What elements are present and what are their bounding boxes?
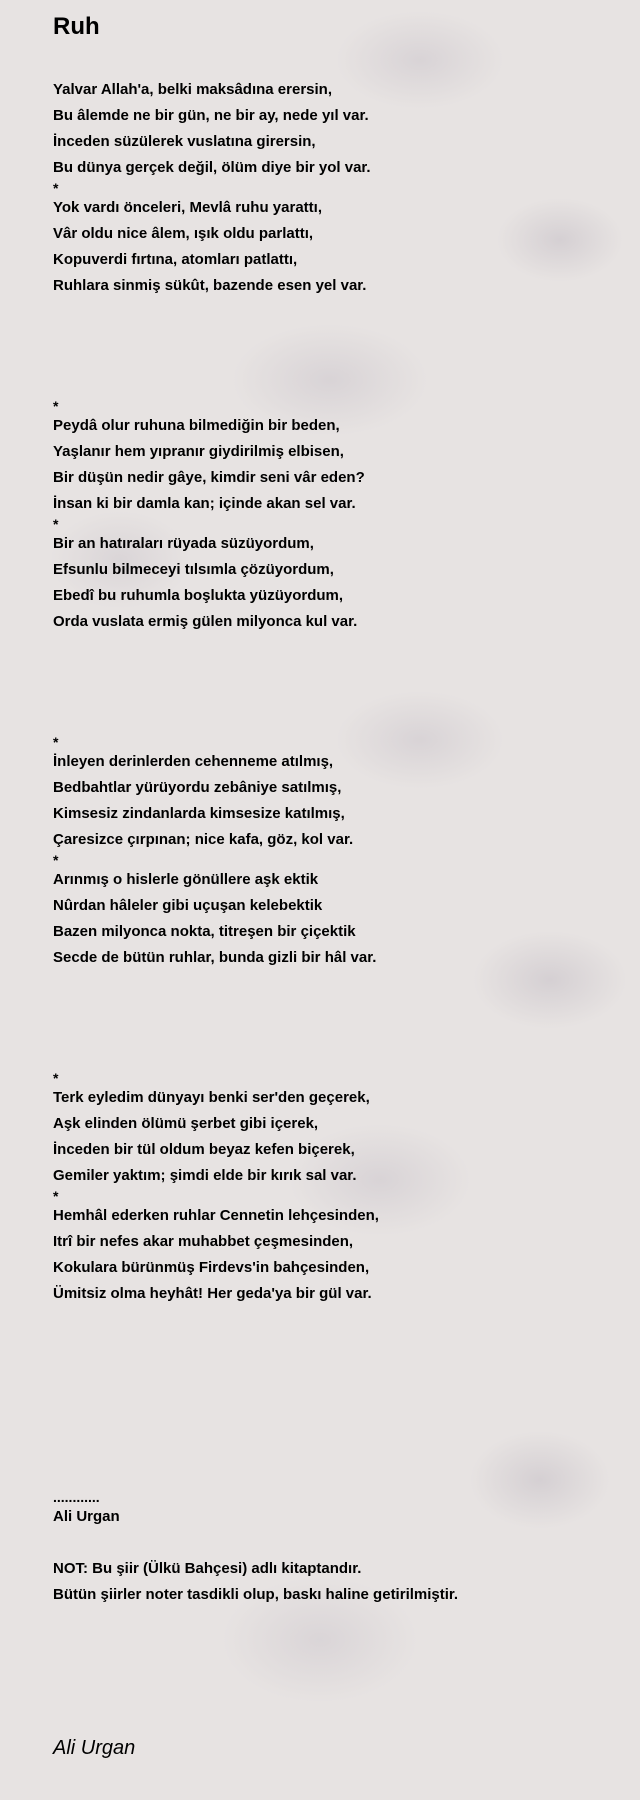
- verse-line: Yaşlanır hem yıpranır giydirilmiş elbisen,: [53, 443, 344, 460]
- verse-line: İnceden süzülerek vuslatına girersin,: [53, 133, 316, 150]
- verse-line: Nûrdan hâleler gibi uçuşan kelebektik: [53, 897, 323, 914]
- verse-line: Kimsesiz zindanlarda kimsesize katılmış,: [53, 805, 345, 822]
- verse-line: Kopuverdi fırtına, atomları patlattı,: [53, 251, 298, 268]
- verse-line: Ebedî bu ruhumla boşlukta yüzüyordum,: [53, 587, 344, 604]
- stanza-separator: *: [53, 398, 59, 414]
- poem-title: Ruh: [53, 13, 100, 40]
- verse-line: Ümitsiz olma heyhât! Her geda'ya bir gül var.: [53, 1285, 372, 1302]
- verse-line: Ruhlara sinmiş sükût, bazende esen yel var.: [53, 277, 367, 294]
- verse-line: Aşk elinden ölümü şerbet gibi içerek,: [53, 1115, 319, 1132]
- stanza-separator: *: [53, 1188, 59, 1204]
- verse-line: Bir an hatıraları rüyada süzüyordum,: [53, 535, 314, 552]
- verse-line: İnleyen derinlerden cehenneme atılmış,: [53, 753, 334, 770]
- stanza-separator: *: [53, 1070, 59, 1086]
- verse-line: Efsunlu bilmeceyi tılsımla çözüyordum,: [53, 561, 334, 578]
- verse-line: Bir düşün nedir gâye, kimdir seni vâr eden?: [53, 469, 365, 486]
- stanza-separator: *: [53, 180, 59, 196]
- verse-line: İnsan ki bir damla kan; içinde akan sel var.: [53, 495, 356, 512]
- verse-line: Gemiler yaktım; şimdi elde bir kırık sal var.: [53, 1167, 357, 1184]
- poem-body: [53, 77, 613, 1307]
- verse-line: Bazen milyonca nokta, titreşen bir çiçektik: [53, 923, 356, 940]
- section-gap: [53, 635, 613, 735]
- author-name: Ali Urgan: [53, 1508, 120, 1525]
- verse-line: Yalvar Allah'a, belki maksâdına erersin,: [53, 81, 332, 98]
- book-note: NOT: Bu şiir (Ülkü Bahçesi) adlı kitaptandır.: [53, 1560, 362, 1577]
- section-gap: [53, 971, 613, 1071]
- footer-dots: ............: [53, 1489, 100, 1505]
- verse-line: Bu âlemde ne bir gün, ne bir ay, nede yıl var.: [53, 107, 369, 124]
- verse-line: Secde de bütün ruhlar, bunda gizli bir hâl var.: [53, 949, 377, 966]
- verse-line: Bedbahtlar yürüyordu zebâniye satılmış,: [53, 779, 342, 796]
- verse-line: Orda vuslata ermiş gülen milyonca kul var.: [53, 613, 358, 630]
- stanza-separator: *: [53, 734, 59, 750]
- verse-line: Arınmış o hislerle gönüllere aşk ektik: [53, 871, 319, 888]
- verse-line: Terk eyledim dünyayı benki ser'den geçerek,: [53, 1089, 370, 1106]
- verse-line: İnceden bir tül oldum beyaz kefen biçerek,: [53, 1141, 355, 1158]
- poem-footer: [53, 1490, 458, 1608]
- verse-line: Bu dünya gerçek değil, ölüm diye bir yol var.: [53, 159, 371, 176]
- verse-line: Hemhâl ederken ruhlar Cennetin lehçesinden,: [53, 1207, 379, 1224]
- verse-line: Kokulara bürünmüş Firdevs'in bahçesinden,: [53, 1259, 370, 1276]
- author-signature: Ali Urgan: [53, 1737, 136, 1759]
- verse-line: Çaresizce çırpınan; nice kafa, göz, kol var.: [53, 831, 354, 848]
- verse-line: Vâr oldu nice âlem, ışık oldu parlattı,: [53, 225, 314, 242]
- verse-line: Itrî bir nefes akar muhabbet çeşmesinden,: [53, 1233, 354, 1250]
- notary-note: Bütün şiirler noter tasdikli olup, baskı haline getirilmiştir.: [53, 1586, 459, 1603]
- stanza-separator: *: [53, 516, 59, 532]
- footer-spacer: [53, 1530, 458, 1556]
- stanza-separator: *: [53, 852, 59, 868]
- verse-line: Yok vardı önceleri, Mevlâ ruhu yarattı,: [53, 199, 322, 216]
- section-gap: [53, 299, 613, 399]
- verse-line: Peydâ olur ruhuna bilmediğin bir beden,: [53, 417, 340, 434]
